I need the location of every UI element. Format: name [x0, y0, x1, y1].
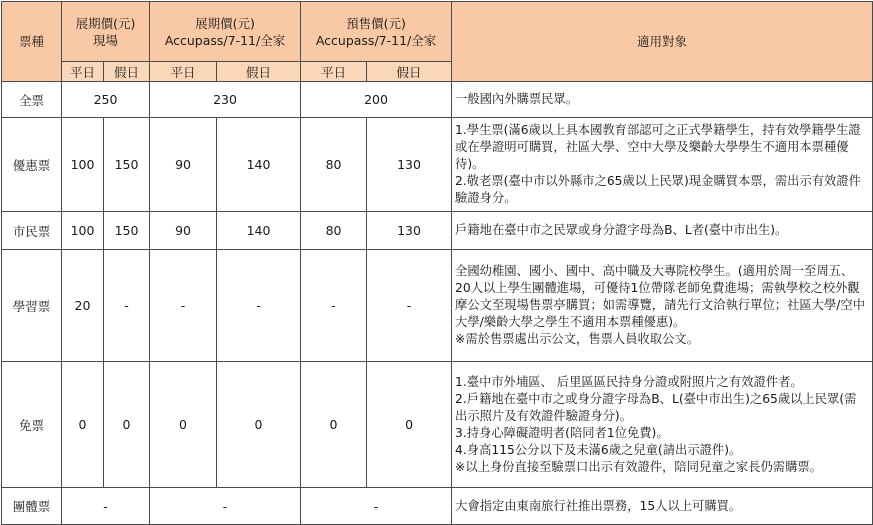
ticket-price-table	[1, 1, 873, 525]
price-cell: 250	[62, 82, 150, 118]
price-cell: -	[367, 250, 452, 362]
desc-line: 大會指定由東南旅行社推出票務，15人以上可購買。	[455, 498, 742, 513]
eligible-desc	[452, 212, 873, 250]
price-cell: -	[150, 488, 301, 525]
price-cell: 80	[301, 118, 367, 212]
ticket-name: 學習票	[2, 250, 62, 362]
eligible-desc	[452, 488, 873, 525]
header-onsite-line1: 展期價(元)	[75, 15, 136, 31]
header-expo-line1: 展期價(元)	[195, 15, 255, 31]
price-cell: -	[301, 250, 367, 362]
price-cell: 20	[62, 250, 104, 362]
eligible-desc	[452, 250, 873, 362]
price-cell: 150	[104, 118, 150, 212]
header-expo-price	[150, 2, 301, 62]
header-presale-line1: 預售價(元)	[346, 15, 406, 31]
price-cell: 140	[217, 212, 301, 250]
price-cell: 100	[62, 118, 104, 212]
price-cell: 0	[301, 362, 367, 488]
price-cell: -	[217, 250, 301, 362]
desc-line: 2.敬老票(臺中市以外縣市之65歲以上民眾)現金購買本票，需出示有效證件驗證身分。	[455, 174, 861, 205]
price-cell: 0	[62, 362, 104, 488]
header-onsite-price	[62, 2, 150, 62]
header-presale-price	[301, 2, 452, 62]
header-weekday: 平日	[62, 62, 104, 82]
price-cell: 90	[150, 118, 217, 212]
header-presale-line2: Accupass/7-11/全家	[315, 32, 437, 48]
price-cell: 150	[104, 212, 150, 250]
desc-line: ※需於售票處出示公文，售票人員收取公文。	[455, 332, 699, 346]
price-cell: -	[104, 250, 150, 362]
header-expo-line2: Accupass/7-11/全家	[164, 32, 286, 48]
header-eligible: 適用對象	[452, 2, 873, 82]
eligible-desc	[452, 118, 873, 212]
desc-line: 2.戶籍地在臺中市之或身分證字母為B、L(臺中市出生)之65歲以上民眾(需出示照片及有效證件驗證身分)。	[455, 391, 857, 423]
header-onsite-line2: 現場	[93, 32, 119, 48]
desc-line: 1.臺中市外埔區、 后里區區民持身分證或附照片之有效證件者。	[455, 374, 803, 389]
price-cell: 230	[150, 82, 301, 118]
price-cell: 90	[150, 212, 217, 250]
eligible-desc	[452, 362, 873, 488]
desc-line: 一般國內外購票民眾。	[455, 92, 579, 106]
price-cell: 200	[301, 82, 452, 118]
header-holiday: 假日	[367, 62, 452, 82]
header-ticket-type: 票種	[2, 2, 62, 82]
price-cell: 0	[150, 362, 217, 488]
price-cell: 0	[367, 362, 452, 488]
header-weekday: 平日	[301, 62, 367, 82]
table-row	[2, 362, 873, 488]
table-row	[2, 118, 873, 212]
price-cell: 130	[367, 212, 452, 250]
ticket-name: 免票	[2, 362, 62, 488]
table-row	[2, 212, 873, 250]
ticket-name: 全票	[2, 82, 62, 118]
table-row	[2, 488, 873, 525]
ticket-name: 市民票	[2, 212, 62, 250]
price-cell: 140	[217, 118, 301, 212]
table-row	[2, 250, 873, 362]
price-cell: -	[150, 250, 217, 362]
price-cell: 80	[301, 212, 367, 250]
ticket-name: 團體票	[2, 488, 62, 525]
price-cell: 130	[367, 118, 452, 212]
eligible-desc	[452, 82, 873, 118]
price-cell: 0	[217, 362, 301, 488]
desc-line: 全國幼稚園、國小、國中、高中職及大專院校學生。(適用於周一至周五、20人以上學生團體進場，可優待1位帶隊老師免費進場；需執學校之校外觀摩公文至現場售票亭購買；如需導覽，請先行文洽執行單位；社區大學/空中大學/樂齡大學之學生不適用本票種優惠)。	[455, 264, 865, 329]
header-weekday: 平日	[150, 62, 217, 82]
desc-line: ※以上身份直接至驗票口出示有效證件，陪同兒童之家長仍需購票。	[455, 459, 822, 474]
header-holiday: 假日	[217, 62, 301, 82]
desc-line: 戶籍地在臺中市之民眾或身分證字母為B、L者(臺中市出生)。	[455, 223, 788, 237]
price-cell: 0	[104, 362, 150, 488]
header-holiday: 假日	[104, 62, 150, 82]
desc-line: 4.身高115公分以下及未滿6歲之兒童(請出示證件)。	[455, 442, 742, 457]
price-cell: -	[62, 488, 150, 525]
table-row	[2, 82, 873, 118]
price-cell: -	[301, 488, 452, 525]
ticket-name: 優惠票	[2, 118, 62, 212]
price-cell: 100	[62, 212, 104, 250]
desc-line: 1.學生票(滿6歲以上具本國教育部認可之正式學籍學生，持有效學籍學生證或在學證明可購買，社區大學、空中大學及樂齡大學學生不適用本票種優待)。	[455, 123, 861, 171]
desc-line: 3.持身心障礙證明者(陪同者1位免費)。	[455, 425, 669, 440]
